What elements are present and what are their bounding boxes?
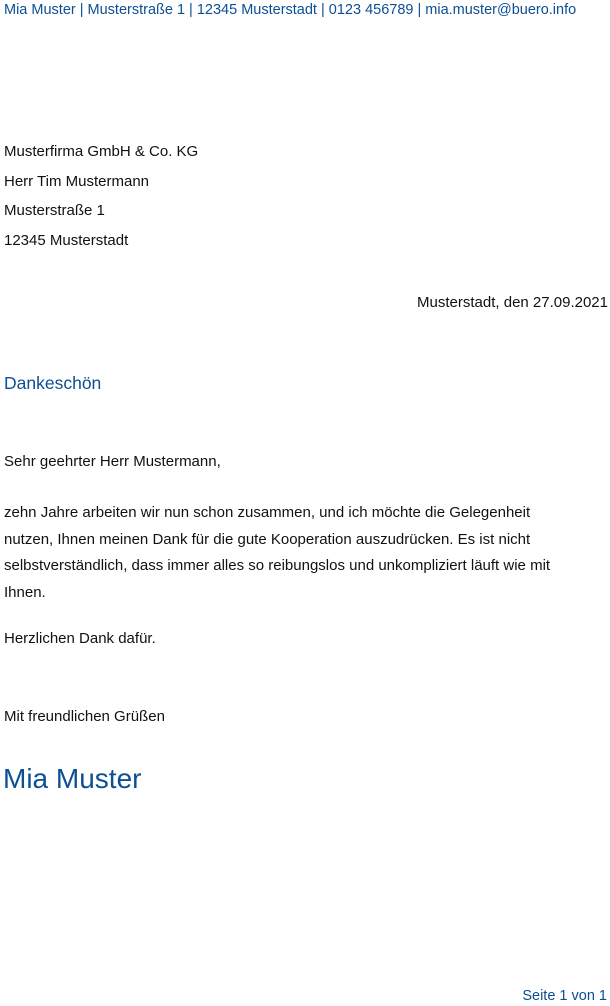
body-line: Ihnen. bbox=[4, 583, 46, 601]
page-number: Seite 1 von 1 bbox=[522, 988, 607, 1004]
thanks-line: Herzlichen Dank dafür. bbox=[4, 630, 156, 647]
sender-contact-line: Mia Muster | Musterstraße 1 | 12345 Musterstadt | 0123 456789 | mia.muster@buero.info bbox=[4, 2, 577, 18]
recipient-city: 12345 Musterstadt bbox=[4, 231, 129, 249]
body-line: nutzen, Ihnen meinen Dank für die gute Kooperation auszudrücken. Es ist nicht bbox=[4, 530, 531, 548]
place-and-date: Musterstadt, den 27.09.2021 bbox=[417, 294, 608, 311]
body-line: zehn Jahre arbeiten wir nun schon zusammen, und ich möchte die Gelegenheit bbox=[4, 504, 531, 521]
body-line: selbstverständlich, dass immer alles so reibungslos und unkompliziert läuft wie mit bbox=[4, 557, 551, 574]
recipient-address-block bbox=[4, 137, 198, 255]
recipient-street: Musterstraße 1 bbox=[4, 202, 105, 219]
closing-formula: Mit freundlichen Grüßen bbox=[4, 708, 165, 725]
recipient-company: Musterfirma GmbH & Co. KG bbox=[4, 143, 199, 160]
signature-name: Mia Muster bbox=[3, 763, 142, 794]
recipient-name: Herr Tim Mustermann bbox=[4, 172, 150, 190]
body-paragraph bbox=[4, 500, 604, 606]
salutation: Sehr geehrter Herr Mustermann, bbox=[4, 453, 221, 470]
letter-subject: Dankeschön bbox=[4, 373, 102, 393]
